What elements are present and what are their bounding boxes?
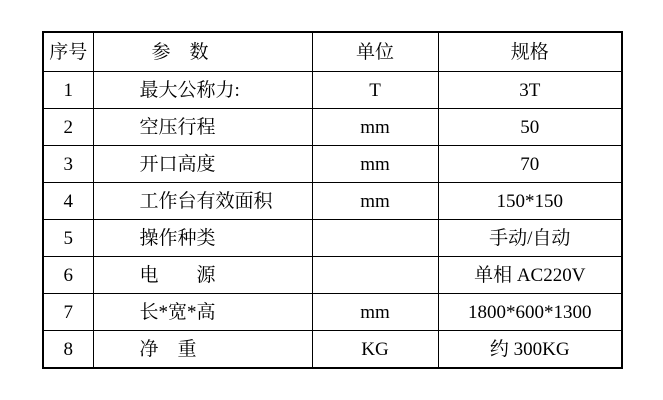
row-parameter: 净 重 <box>93 331 312 369</box>
row-index: 8 <box>43 331 93 369</box>
col-header-parameter: 参 数 <box>93 32 312 72</box>
row-parameter: 空压行程 <box>93 109 312 146</box>
row-spec: 70 <box>438 146 622 183</box>
col-header-index: 序号 <box>43 32 93 72</box>
row-index: 5 <box>43 220 93 257</box>
row-spec: 50 <box>438 109 622 146</box>
row-unit: T <box>312 72 438 109</box>
table-row <box>43 146 622 183</box>
row-index: 2 <box>43 109 93 146</box>
row-index: 4 <box>43 183 93 220</box>
table-row <box>43 220 622 257</box>
row-parameter: 操作种类 <box>93 220 312 257</box>
row-unit: mm <box>312 146 438 183</box>
row-spec: 1800*600*1300 <box>438 294 622 331</box>
row-spec: 手动/自动 <box>438 220 622 257</box>
col-header-unit: 单位 <box>312 32 438 72</box>
row-parameter: 工作台有效面积 <box>93 183 312 220</box>
row-spec: 约 300KG <box>438 331 622 369</box>
table-row <box>43 72 622 109</box>
row-index: 7 <box>43 294 93 331</box>
row-unit <box>312 220 438 257</box>
row-unit: KG <box>312 331 438 369</box>
row-parameter: 最大公称力: <box>93 72 312 109</box>
row-spec: 单相 AC220V <box>438 257 622 294</box>
table-row <box>43 331 622 369</box>
spec-table-header-row <box>43 32 622 72</box>
row-spec: 150*150 <box>438 183 622 220</box>
table-row <box>43 294 622 331</box>
row-unit <box>312 257 438 294</box>
spec-table <box>42 31 623 369</box>
row-parameter: 开口高度 <box>93 146 312 183</box>
table-row <box>43 109 622 146</box>
row-unit: mm <box>312 183 438 220</box>
row-index: 3 <box>43 146 93 183</box>
table-row <box>43 257 622 294</box>
row-spec: 3T <box>438 72 622 109</box>
row-index: 1 <box>43 72 93 109</box>
col-header-spec: 规格 <box>438 32 622 72</box>
row-unit: mm <box>312 109 438 146</box>
table-row <box>43 183 622 220</box>
row-parameter: 电 源 <box>93 257 312 294</box>
row-unit: mm <box>312 294 438 331</box>
row-index: 6 <box>43 257 93 294</box>
row-parameter: 长*宽*高 <box>93 294 312 331</box>
